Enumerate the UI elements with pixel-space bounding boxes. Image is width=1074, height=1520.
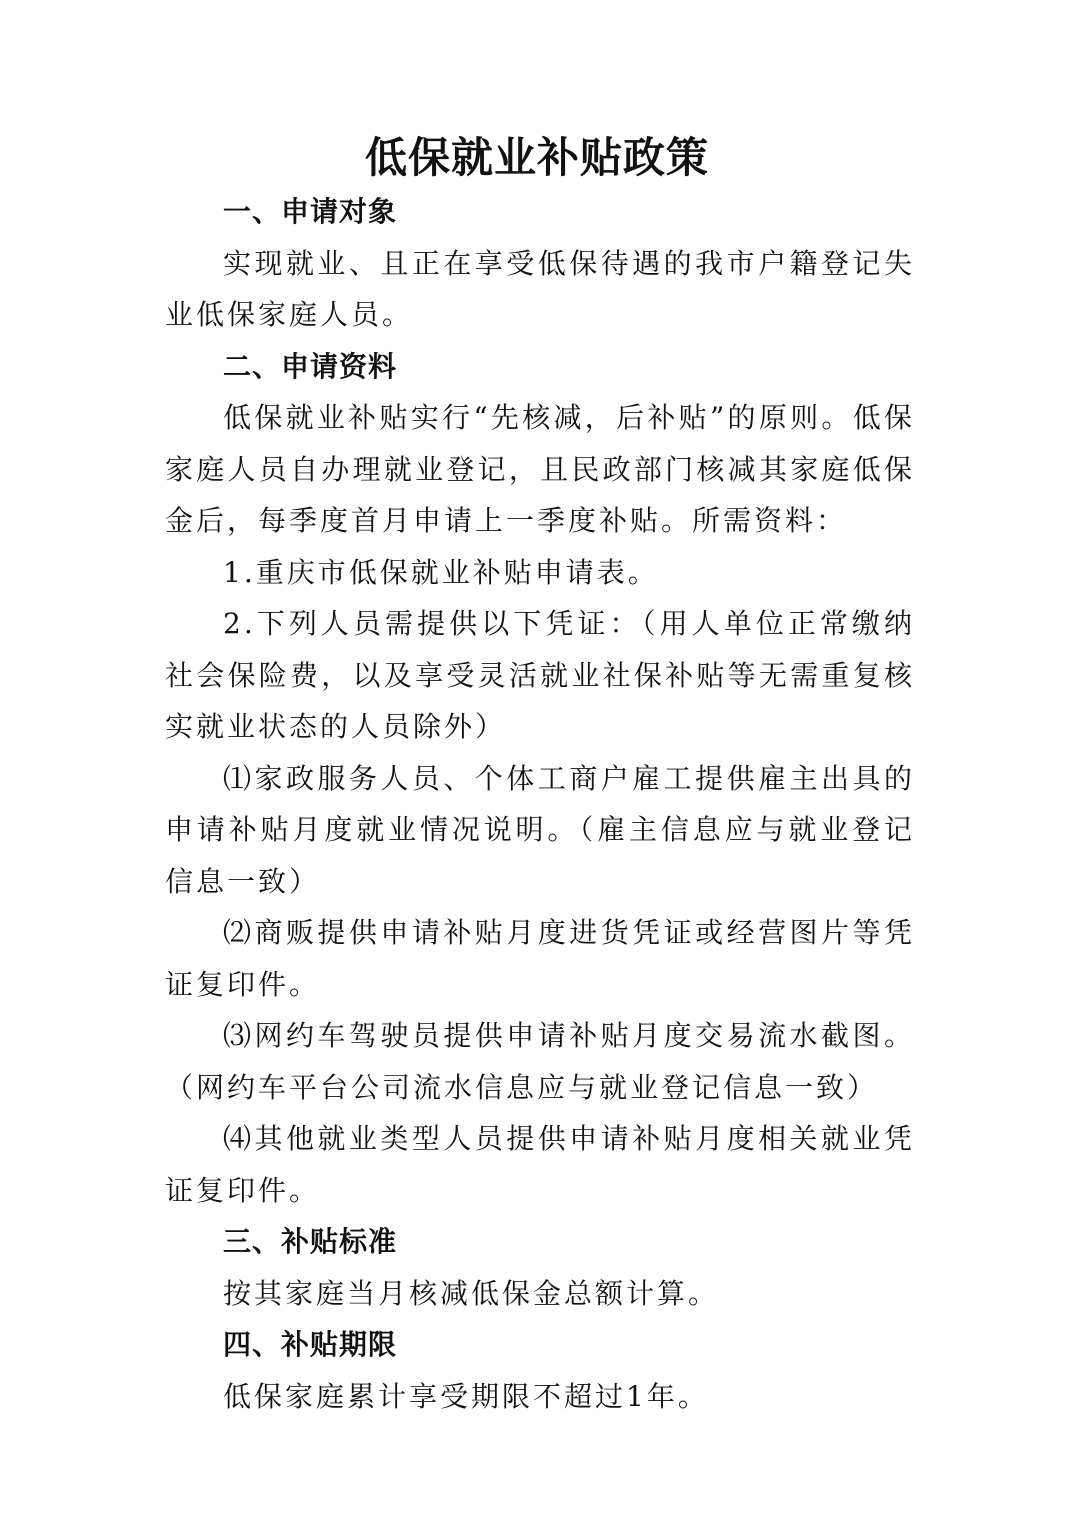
paragraph-materials-principle: 低保就业补贴实行“先核减，后补贴”的原则。低保家庭人员自办理就业登记，且民政部门核减其家庭低保金后，每季度首月申请上一季度补贴。所需资料：: [165, 401, 915, 537]
document-title: 低保就业补贴政策: [364, 133, 709, 182]
sub-item-ride-hailing-drivers: ⑶网约车驾驶员提供申请补贴月度交易流水截图。（网约车平台公司流水信息应与就业登记信息一致）: [165, 1019, 915, 1104]
paragraph-standard: 按其家庭当月核减低保金总额计算。: [223, 1276, 720, 1310]
section-heading-applicants: 一、申请对象: [223, 195, 398, 228]
document-body: [165, 186, 915, 1422]
list-item-proof-required: 2.下列人员需提供以下凭证：（用人单位正常缴纳社会保险费，以及享受灵活就业社保补贴等无需重复核实就业状态的人员除外）: [165, 607, 915, 743]
section-heading-materials: 二、申请资料: [223, 349, 398, 383]
list-item-application-form: 1.重庆市低保就业补贴申请表。: [223, 555, 659, 589]
paragraph-applicants: 实现就业、且正在享受低保待遇的我市户籍登记失业低保家庭人员。: [165, 246, 915, 331]
sub-item-other-employment: ⑷其他就业类型人员提供申请补贴月度相关就业凭证复印件。: [165, 1122, 915, 1207]
section-heading-duration: 四、补贴期限: [223, 1328, 398, 1361]
sub-item-vendors: ⑵商贩提供申请补贴月度进货凭证或经营图片等凭证复印件。: [165, 916, 915, 1001]
section-heading-standard: 三、补贴标准: [223, 1225, 398, 1258]
sub-item-domestic-workers: ⑴家政服务人员、个体工商户雇工提供雇主出具的申请补贴月度就业情况说明。（雇主信息应与就业登记信息一致）: [165, 761, 915, 898]
paragraph-duration: 低保家庭累计享受期限不超过1年。: [223, 1379, 709, 1413]
